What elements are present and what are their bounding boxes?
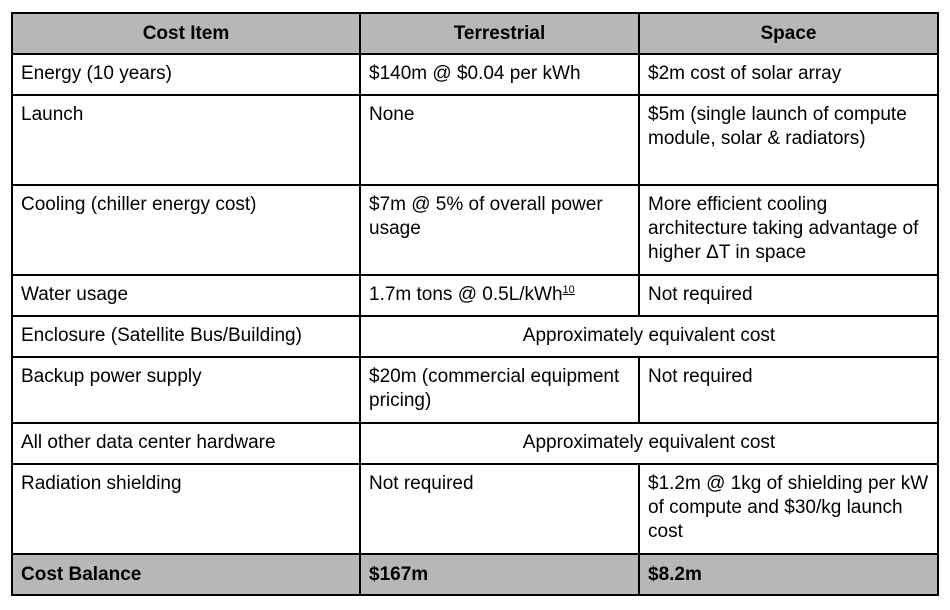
table-row xyxy=(12,423,938,464)
row-item: Backup power supply xyxy=(12,357,360,423)
row-space: More efficient cooling architecture taking advantage of higher ΔT in space xyxy=(639,185,938,275)
row-item: Cooling (chiller energy cost) xyxy=(12,185,360,275)
total-space: $8.2m xyxy=(639,554,938,595)
table-row xyxy=(12,275,938,316)
row-terrestrial: 1.7m tons @ 0.5L/kWh xyxy=(369,284,563,305)
cost-comparison-table xyxy=(11,12,939,596)
table-row xyxy=(12,185,938,275)
header-terrestrial: Terrestrial xyxy=(360,13,639,54)
row-item: Radiation shielding xyxy=(12,464,360,554)
header-space: Space xyxy=(639,13,938,54)
footnote-ref[interactable]: 10 xyxy=(562,284,575,296)
row-item: Enclosure (Satellite Bus/Building) xyxy=(12,316,360,357)
row-space: $5m (single launch of compute module, solar & radiators) xyxy=(639,95,938,185)
row-terrestrial: None xyxy=(360,95,639,185)
row-space: Not required xyxy=(639,357,938,423)
total-row xyxy=(12,554,938,595)
header-cost-item: Cost Item xyxy=(12,13,360,54)
row-merged-value: Approximately equivalent cost xyxy=(360,316,938,357)
row-terrestrial: $7m @ 5% of overall power usage xyxy=(360,185,639,275)
table-row xyxy=(12,464,938,554)
row-terrestrial: $140m @ $0.04 per kWh xyxy=(360,54,639,95)
row-terrestrial: Not required xyxy=(360,464,639,554)
row-space: $1.2m @ 1kg of shielding per kW of compute and $30/kg launch cost xyxy=(639,464,938,554)
row-space: $2m cost of solar array xyxy=(639,54,938,95)
table-row xyxy=(12,95,938,185)
row-terrestrial: $20m (commercial equipment pricing) xyxy=(360,357,639,423)
table-row xyxy=(12,54,938,95)
row-item: Launch xyxy=(12,95,360,185)
row-item: Energy (10 years) xyxy=(12,54,360,95)
row-space: Not required xyxy=(639,275,938,316)
cost-comparison-table-wrapper xyxy=(11,12,939,596)
total-terrestrial: $167m xyxy=(360,554,639,595)
total-label: Cost Balance xyxy=(12,554,360,595)
row-merged-value: Approximately equivalent cost xyxy=(360,423,938,464)
header-row xyxy=(12,13,938,54)
table-row xyxy=(12,357,938,423)
row-item: All other data center hardware xyxy=(12,423,360,464)
row-terrestrial-cell xyxy=(360,275,639,316)
row-item: Water usage xyxy=(12,275,360,316)
table-row xyxy=(12,316,938,357)
